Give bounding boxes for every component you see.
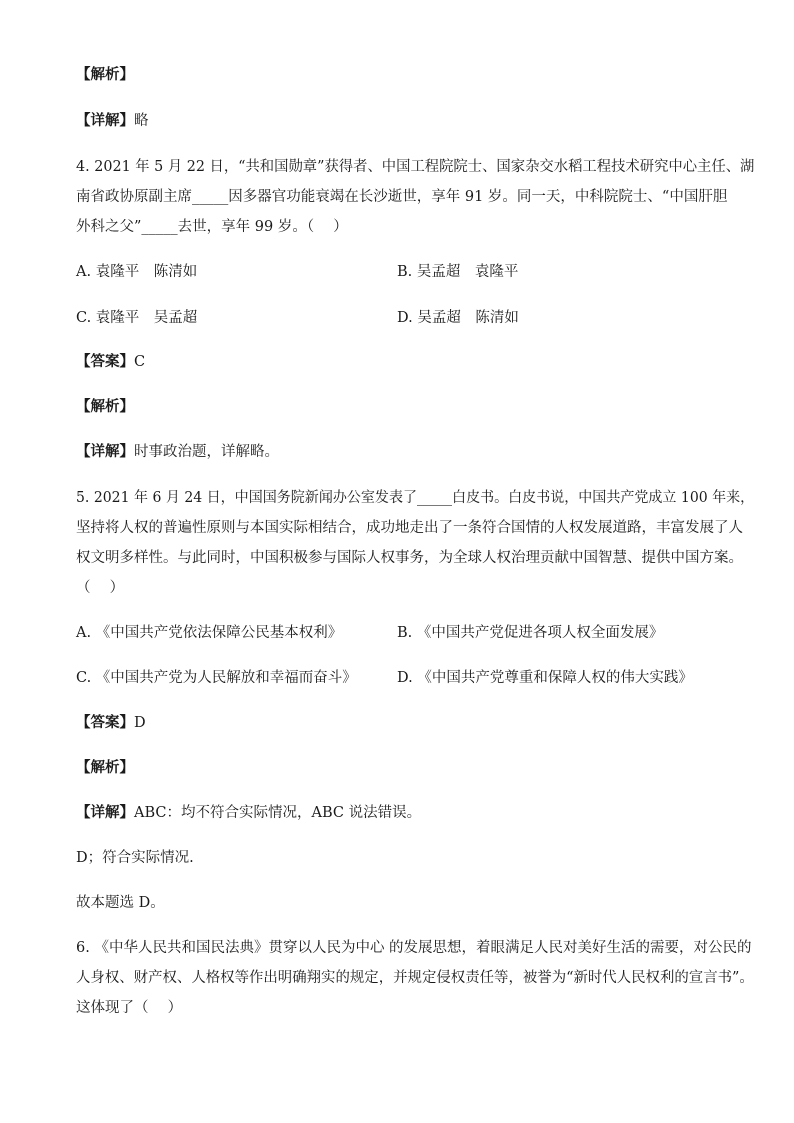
q5-option-c: C. 《中国共产党为人民解放和幸福而奋斗》 [76, 670, 357, 686]
q5-option-a: A. 《中国共产党依法保障公民基本权利》 [76, 625, 343, 641]
q6-stem-line2: 人身权、财产权、人格权等作出明确翔实的规定，并规定侵权责任等，被誉为“新时代人民权利的宣言书”。 [76, 970, 754, 986]
q4-option-d: D. 吴孟超 陈清如 [397, 310, 519, 326]
q5-analysis-tag: 【解析】 [76, 759, 134, 776]
q5-detail-text: ABC：均不符合实际情况，ABC 说法错误。 [134, 805, 422, 821]
q5-answer-value: D [134, 715, 146, 731]
q4-analysis-tag: 【解析】 [76, 398, 134, 415]
q5-option-b: B. 《中国共产党促进各项人权全面发展》 [397, 625, 664, 641]
q5-stem-line3: 权文明多样性。与此同时，中国积极参与国际人权事务，为全球人权治理贡献中国智慧、提供中国方案。 [76, 550, 743, 566]
q4-option-b: B. 吴孟超 袁隆平 [397, 264, 519, 280]
detail-text: 略 [134, 113, 149, 129]
q5-stem-line4: （ ） [76, 580, 125, 596]
q5-option-d: D. 《中国共产党尊重和保障人权的伟大实践》 [397, 670, 693, 686]
detail-tag: 【详解】 [76, 443, 134, 460]
q4-answer-value: C [134, 354, 146, 370]
q4-stem-line1: 4. 2021 年 5 月 22 日，“共和国勋章”获得者、中国工程院院士、国家杂交水稻工程技术研究中心主任、湖 [76, 159, 755, 175]
q4-option-a: A. 袁隆平 陈清如 [76, 264, 198, 280]
q4-detail-text: 时事政治题，详解略。 [134, 444, 279, 460]
q5-stem-line1: 5. 2021 年 6 月 24 日，中国国务院新闻办公室发表了_____白皮书。白皮书说，中国共产党成立 100 年来， [76, 490, 755, 506]
answer-tag: 【答案】 [76, 353, 134, 370]
q5-answer-row [76, 713, 146, 733]
q6-stem-line3: 这体现了（ ） [76, 1000, 183, 1016]
q4-option-c: C. 袁隆平 吴孟超 [76, 310, 198, 326]
detail-tag: 【详解】 [76, 804, 134, 821]
detail-row-1 [76, 111, 149, 131]
q4-detail-row [76, 442, 279, 462]
q4-answer-row [76, 352, 145, 372]
detail-tag: 【详解】 [76, 112, 134, 129]
q4-stem-line3: 外科之父”_____去世，享年 99 岁。（ ） [76, 219, 348, 235]
q5-detail-row [76, 803, 421, 823]
q5-detail-line3: 故本题选 D。 [76, 895, 165, 911]
q6-stem-line1: 6. 《中华人民共和国民法典》贯穿以人民为中心 的发展思想，着眼满足人民对美好生活的需要，对公民的 [76, 940, 752, 956]
q5-detail-line2: D；符合实际情况. [76, 850, 194, 866]
q5-stem-line2: 坚持将人权的普遍性原则与本国实际相结合，成功地走出了一条符合国情的人权发展道路，丰富发展了人 [76, 520, 743, 536]
q4-stem-line2: 南省政协原副主席_____因多器官功能衰竭在长沙逝世，享年 91 岁。同一天，中科院院士、“中国肝胆 [76, 189, 728, 205]
answer-tag: 【答案】 [76, 714, 134, 731]
analysis-tag-1: 【解析】 [76, 66, 134, 83]
